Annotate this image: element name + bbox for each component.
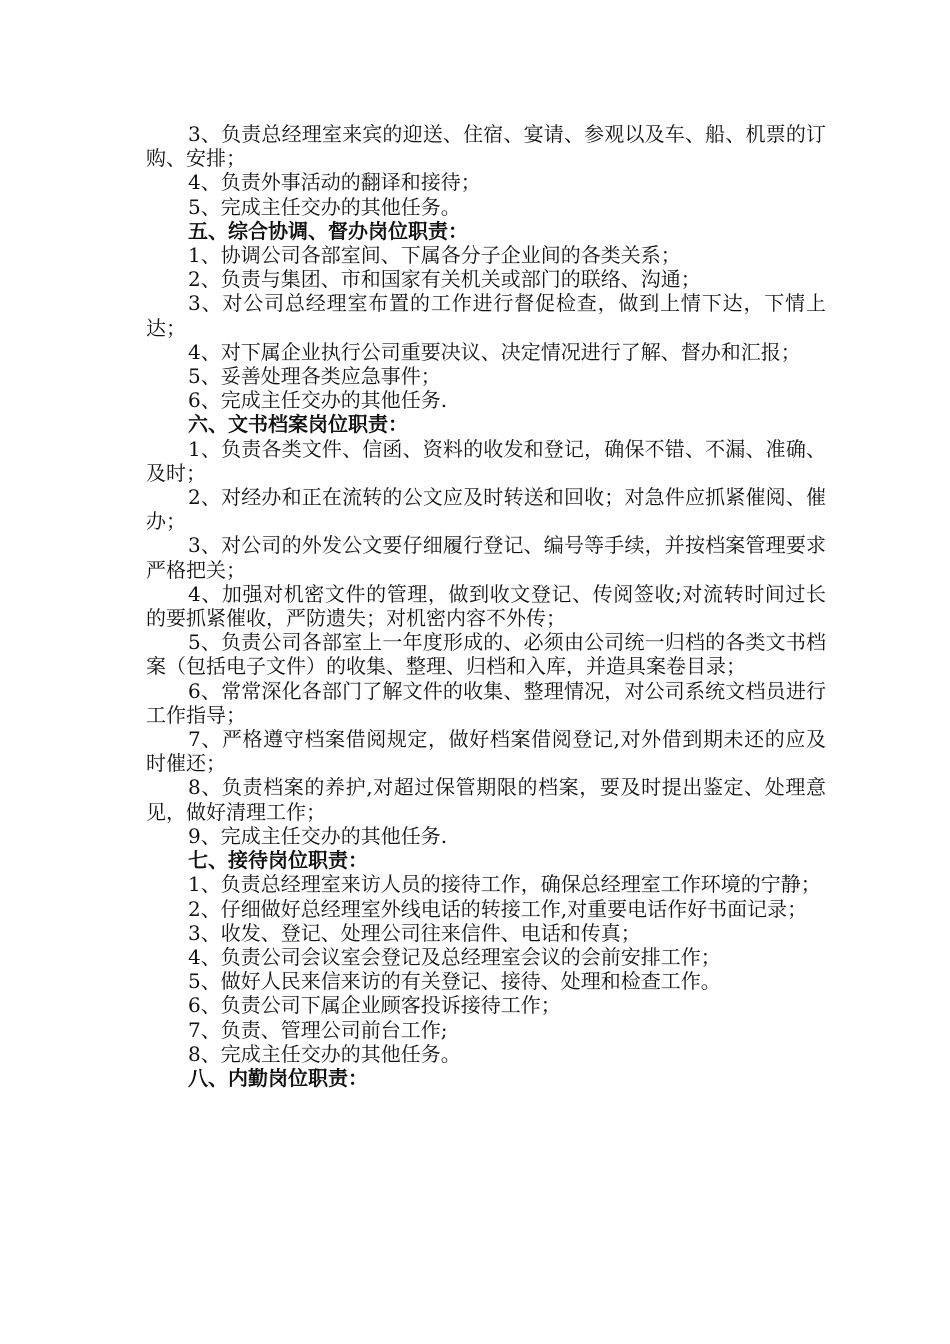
paragraph: 3、负责总经理室来宾的迎送、住宿、宴请、参观以及车、船、机票的订购、安排； [146,122,826,171]
paragraph: 7、负责、管理公司前台工作; [188,1017,448,1042]
paragraph: 3、对公司总经理室布置的工作进行督促检查，做到上情下达，下情上达； [146,291,826,340]
paragraph: 6、负责公司下属企业顾客投诉接待工作； [188,993,561,1018]
paragraph: 5、负责公司各部室上一年度形成的、必须由公司统一归档的各类文书档案（包括电子文件）的收集、整理、归档和入库，并造具案卷目录； [146,630,826,679]
paragraph: 2、对经办和正在流转的公文应及时转送和回收；对急件应抓紧催阅、催办； [146,485,826,534]
paragraph: 9、完成主任交办的其他任务. [188,823,448,848]
paragraph: 6、完成主任交办的其他任务. [188,388,448,413]
paragraph: 7、严格遵守档案借阅规定，做好档案借阅登记,对外借到期未还的应及时催还； [146,727,826,776]
paragraph: 3、对公司的外发公文要仔细履行登记、编号等手续，并按档案管理要求严格把关； [146,533,826,582]
paragraph: 5、做好人民来信来访的有关登记、接待、处理和检查工作。 [188,969,721,994]
paragraph: 3、收发、登记、处理公司往来信件、电话和传真； [188,920,641,945]
document-page [146,122,826,1090]
paragraph: 4、加强对机密文件的管理，做到收文登记、传阅签收;对流转时间过长的要抓紧催收，严防遗失；对机密内容不外传； [146,581,826,631]
paragraph: 4、对下属企业执行公司重要决议、决定情况进行了解、督办和汇报； [188,339,801,364]
paragraph: 2、仔细做好总经理室外线电话的转接工作,对重要电话作好书面记录； [188,896,808,921]
paragraph: 1、负责总经理室来访人员的接待工作，确保总经理室工作环境的宁静； [188,872,821,897]
paragraph: 2、负责与集团、市和国家有关机关或部门的联络、沟通； [188,267,701,292]
section-heading: 八、内勤岗位职责： [188,1065,368,1090]
paragraph: 8、完成主任交办的其他任务。 [188,1041,461,1066]
section-heading: 五、综合协调、督办岗位职责： [188,218,468,243]
section-heading: 六、文书档案岗位职责： [188,412,408,437]
paragraph: 5、妥善处理各类应急事件； [188,364,441,389]
paragraph: 5、完成主任交办的其他任务。 [188,194,461,219]
paragraph: 1、协调公司各部室间、下属各分子企业间的各类关系； [188,243,681,268]
paragraph: 8、负责档案的养护,对超过保管期限的档案，要及时提出鉴定、处理意见，做好清理工作； [146,775,826,824]
paragraph: 4、负责公司会议室会登记及总经理室会议的会前安排工作； [188,944,721,969]
paragraph: 4、负责外事活动的翻译和接待； [188,170,481,195]
paragraph: 6、常常深化各部门了解文件的收集、整理情况，对公司系统文档员进行工作指导； [146,678,826,727]
section-heading: 七、接待岗位职责： [188,848,368,873]
paragraph: 1、负责各类文件、信函、资料的收发和登记，确保不错、不漏、准确、及时； [146,436,826,485]
